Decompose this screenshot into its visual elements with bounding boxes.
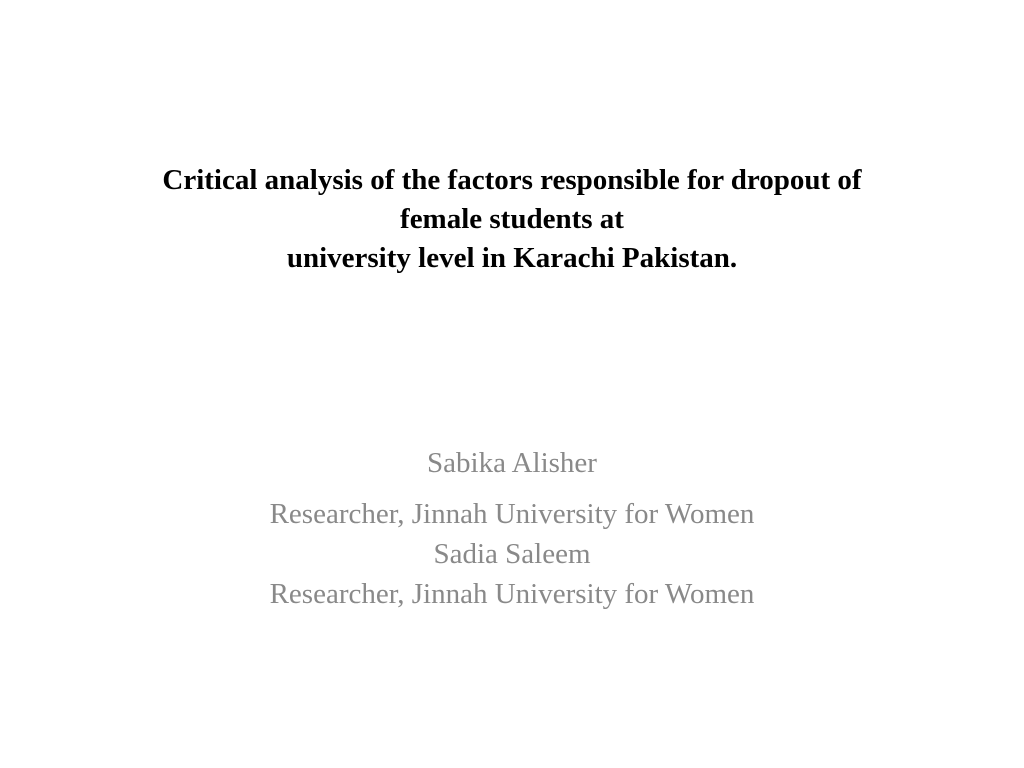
title-line-3: university level in Karachi Pakistan. <box>286 242 738 274</box>
author-affiliation-2: Researcher, Jinnah University for Women <box>269 578 755 610</box>
slide-subtitle-authors <box>60 444 964 614</box>
author-name-1: Sabika Alisher <box>427 447 597 479</box>
slide-title <box>60 161 964 278</box>
author-name-2: Sadia Saleem <box>433 538 591 570</box>
title-line-1: Critical analysis of the factors responsible for dropout of <box>162 164 862 196</box>
author-affiliation-1: Researcher, Jinnah University for Women <box>269 498 755 530</box>
title-line-2: female students at <box>400 203 624 235</box>
